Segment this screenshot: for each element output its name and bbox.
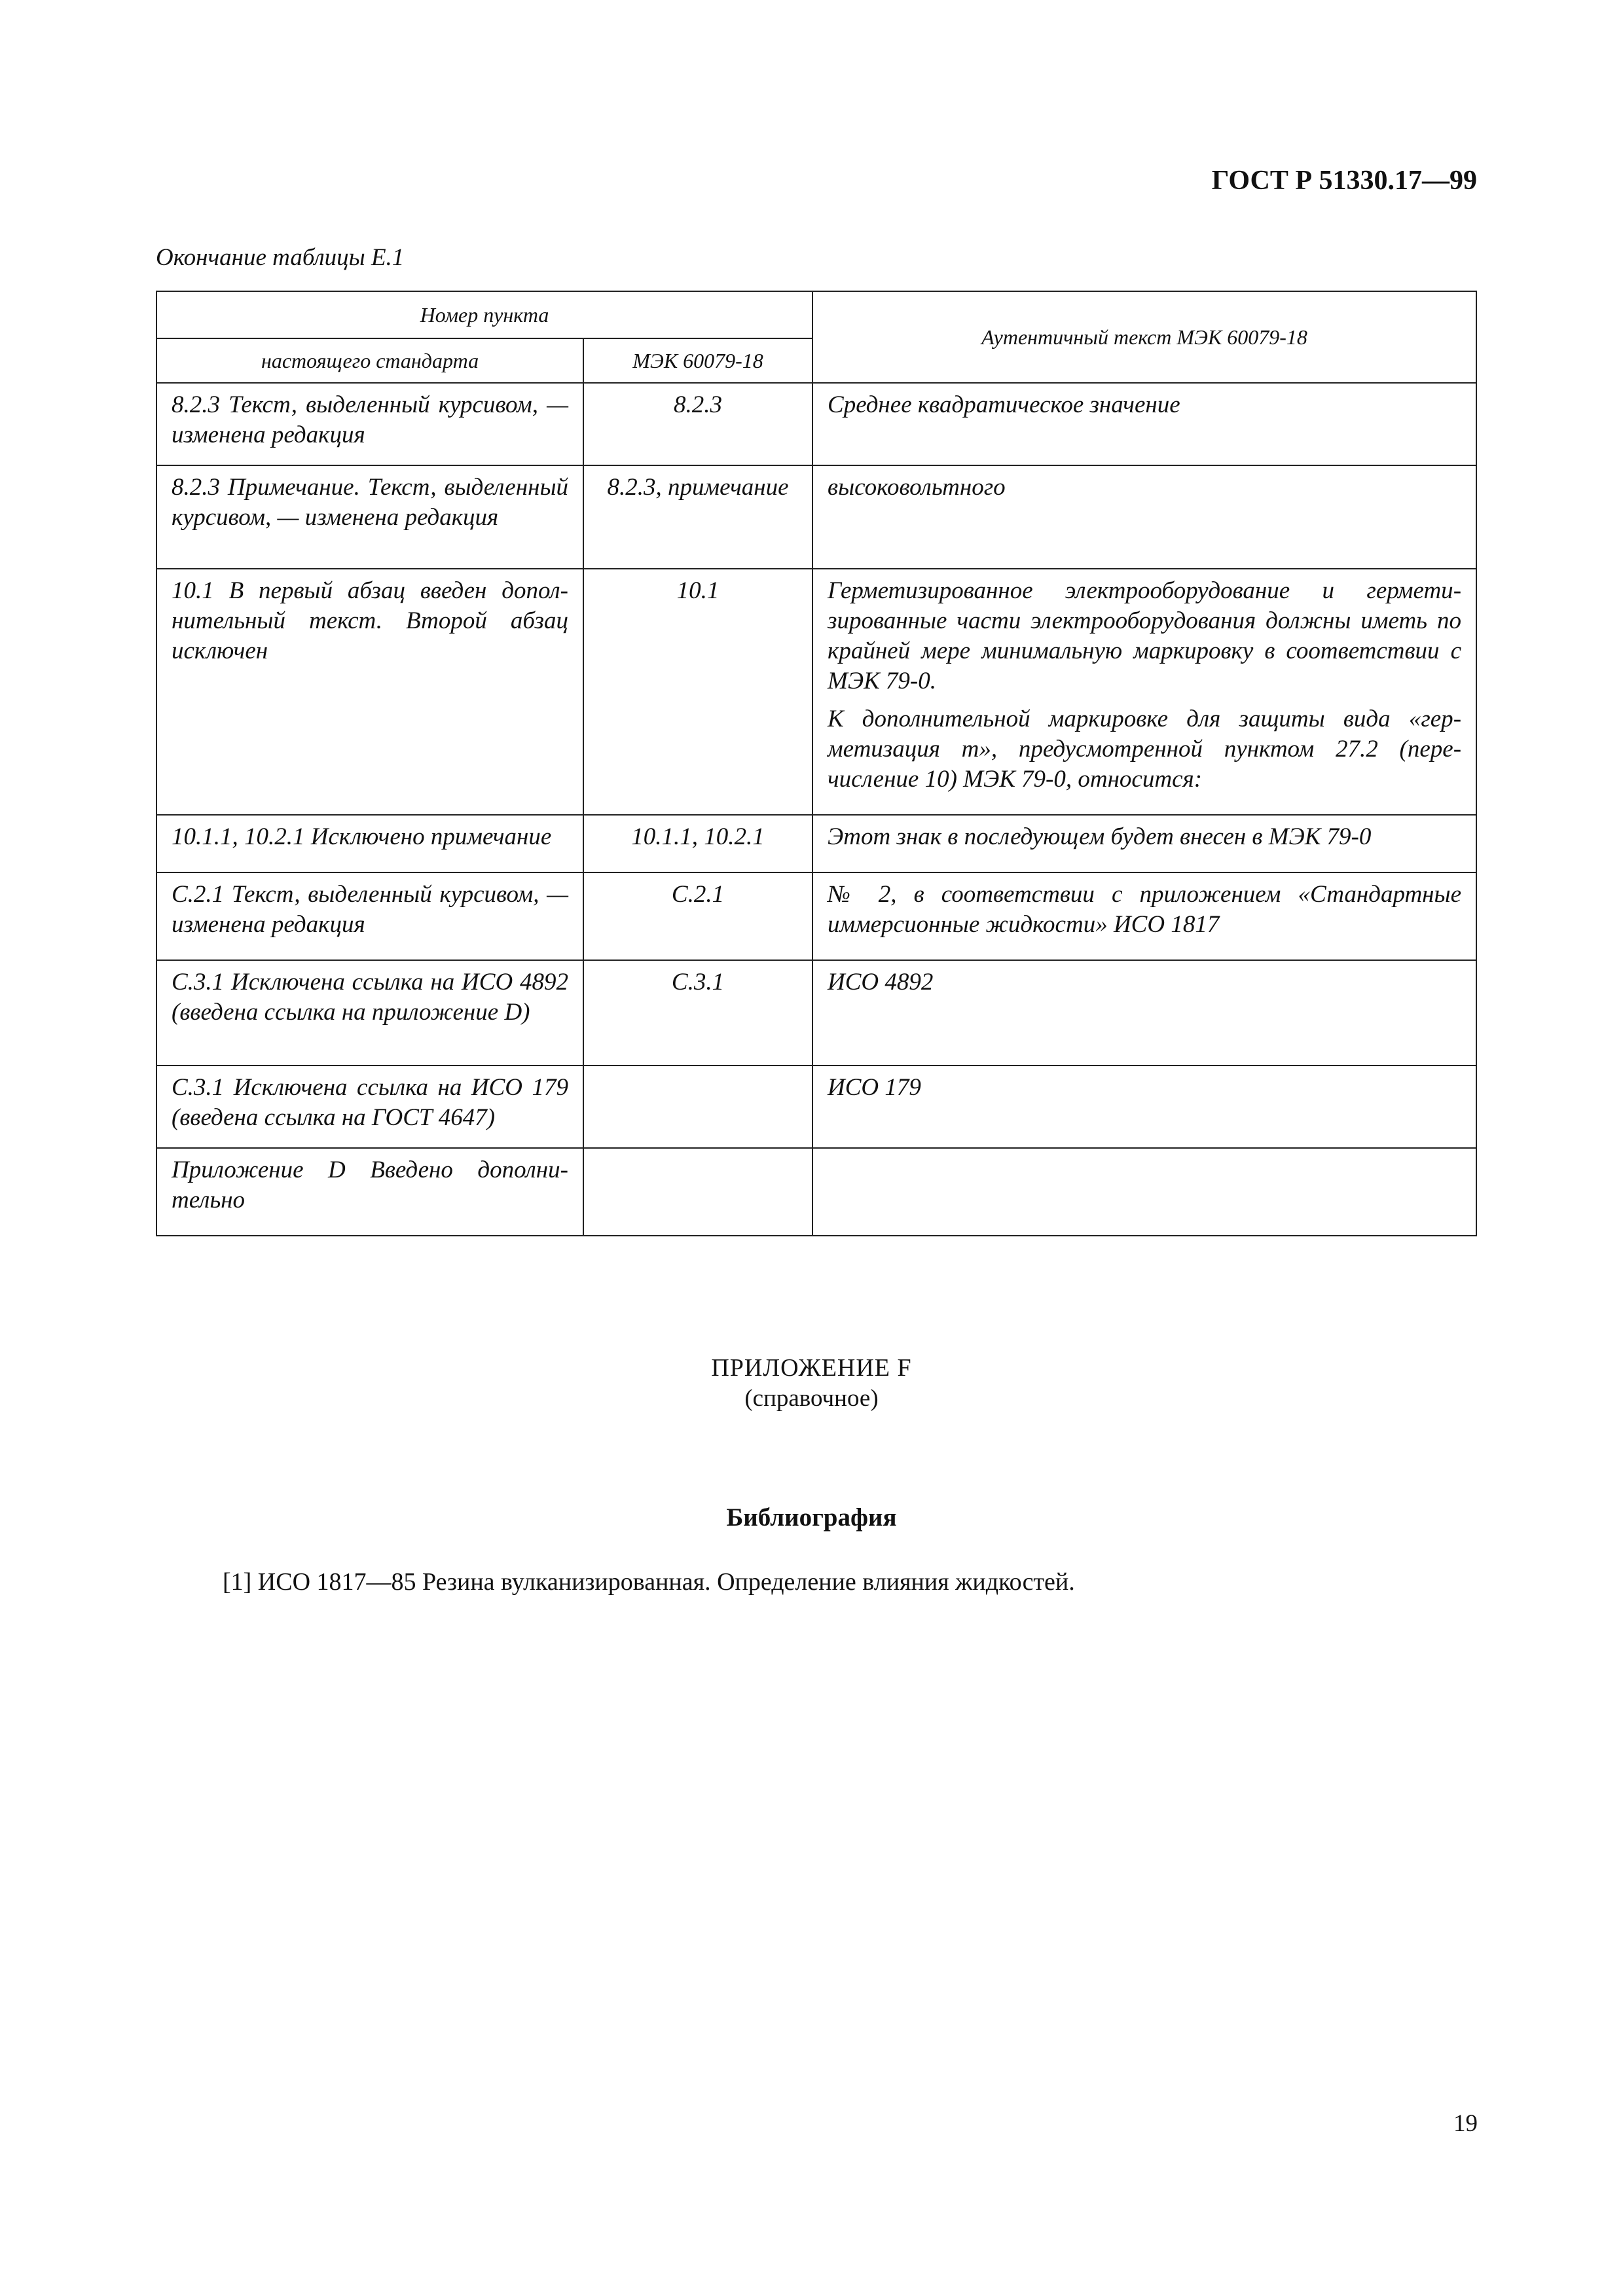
authentic-text-paragraph: высоковольтного xyxy=(828,474,1006,501)
authentic-text-paragraph: Этот знак в последующем будет внесен в МЭК 79-0 xyxy=(828,823,1372,850)
authentic-text-paragraph: ИСО 179 xyxy=(828,1074,921,1101)
cell-authentic-text xyxy=(812,383,1476,465)
cell-standard-clause: С.3.1 Исключена ссылка на ИСО 179 (введена ссылка на ГОСТ 4647) xyxy=(156,1066,583,1148)
authentic-text-paragraph: К дополнительной маркировке для защиты вида «герметизация т», предусмотренной пунктом 27.2 (перечисление 10) МЭК 79-0, относится: xyxy=(828,706,1462,793)
table-row xyxy=(156,872,1476,960)
cell-standard-clause: 10.1.1, 10.2.1 Исключено примечание xyxy=(156,815,583,872)
cell-authentic-text xyxy=(812,872,1476,960)
cell-authentic-text xyxy=(812,960,1476,1066)
cell-authentic-text xyxy=(812,1148,1476,1236)
cell-standard-clause: С.2.1 Текст, выделенный курсивом, — изменена редакция xyxy=(156,872,583,960)
authentic-text-paragraph: Среднее квадратическое значение xyxy=(828,391,1180,418)
cell-iec-clause: С.2.1 xyxy=(583,872,812,960)
cell-standard-clause: 8.2.3 Примечание. Текст, выделенный курсивом, — изменена редакция xyxy=(156,465,583,569)
table-row xyxy=(156,960,1476,1066)
bibliography-item: [1] ИСО 1817—85 Резина вулканизированная. Определение влияния жидкостей. xyxy=(223,1568,1075,1596)
table-row xyxy=(156,569,1476,815)
cell-authentic-text xyxy=(812,1066,1476,1148)
cell-iec-clause: С.3.1 xyxy=(583,960,812,1066)
cell-iec-clause: 8.2.3, примечание xyxy=(583,465,812,569)
cell-standard-clause: 10.1 В первый абзац введен дополнительный текст. Второй абзац исключен xyxy=(156,569,583,815)
authentic-text-paragraph: ИСО 4892 xyxy=(828,969,934,996)
appendix-subtitle: (справочное) xyxy=(744,1385,879,1412)
document-id: ГОСТ Р 51330.17—99 xyxy=(1211,166,1477,196)
cell-iec-clause: 10.1 xyxy=(583,569,812,815)
cell-iec-clause: 8.2.3 xyxy=(583,383,812,465)
cell-standard-clause: 8.2.3 Текст, выделенный курсивом, — изменена редакция xyxy=(156,383,583,465)
cell-iec-clause xyxy=(583,1148,812,1236)
table-row xyxy=(156,465,1476,569)
header-group-clause-number: Номер пункта xyxy=(156,291,812,338)
table-row xyxy=(156,383,1476,465)
header-authentic-text: Аутентичный текст МЭК 60079-18 xyxy=(812,291,1476,383)
cell-standard-clause: С.3.1 Исключена ссылка на ИСО 4892 (введена ссылка на приложение D) xyxy=(156,960,583,1066)
cell-authentic-text xyxy=(812,815,1476,872)
table-row xyxy=(156,1066,1476,1148)
comparison-table xyxy=(156,291,1477,1236)
cell-standard-clause: Приложение D Введено дополнительно xyxy=(156,1148,583,1236)
cell-authentic-text xyxy=(812,465,1476,569)
authentic-text-paragraph: № 2, в соответствии с приложением «Стандартные иммерсионные жидкости» ИСО 1817 xyxy=(828,881,1462,938)
cell-iec-clause xyxy=(583,1066,812,1148)
bibliography-title: Библиография xyxy=(726,1503,897,1532)
header-this-standard: настоящего стандарта xyxy=(156,338,583,383)
table-caption: Окончание таблицы Е.1 xyxy=(156,244,405,271)
cell-iec-clause: 10.1.1, 10.2.1 xyxy=(583,815,812,872)
table-row xyxy=(156,1148,1476,1236)
table-row xyxy=(156,815,1476,872)
appendix-title: ПРИЛОЖЕНИЕ F xyxy=(711,1354,912,1382)
authentic-text-paragraph: Герметизированное электрооборудование и герметизированные части электрооборудования должны иметь по крайней мере минимальную маркировку в соответствии с МЭК 79-0. xyxy=(828,577,1462,694)
page-number: 19 xyxy=(1453,2110,1478,2137)
header-iec-clause: МЭК 60079-18 xyxy=(583,338,812,383)
cell-authentic-text xyxy=(812,569,1476,815)
